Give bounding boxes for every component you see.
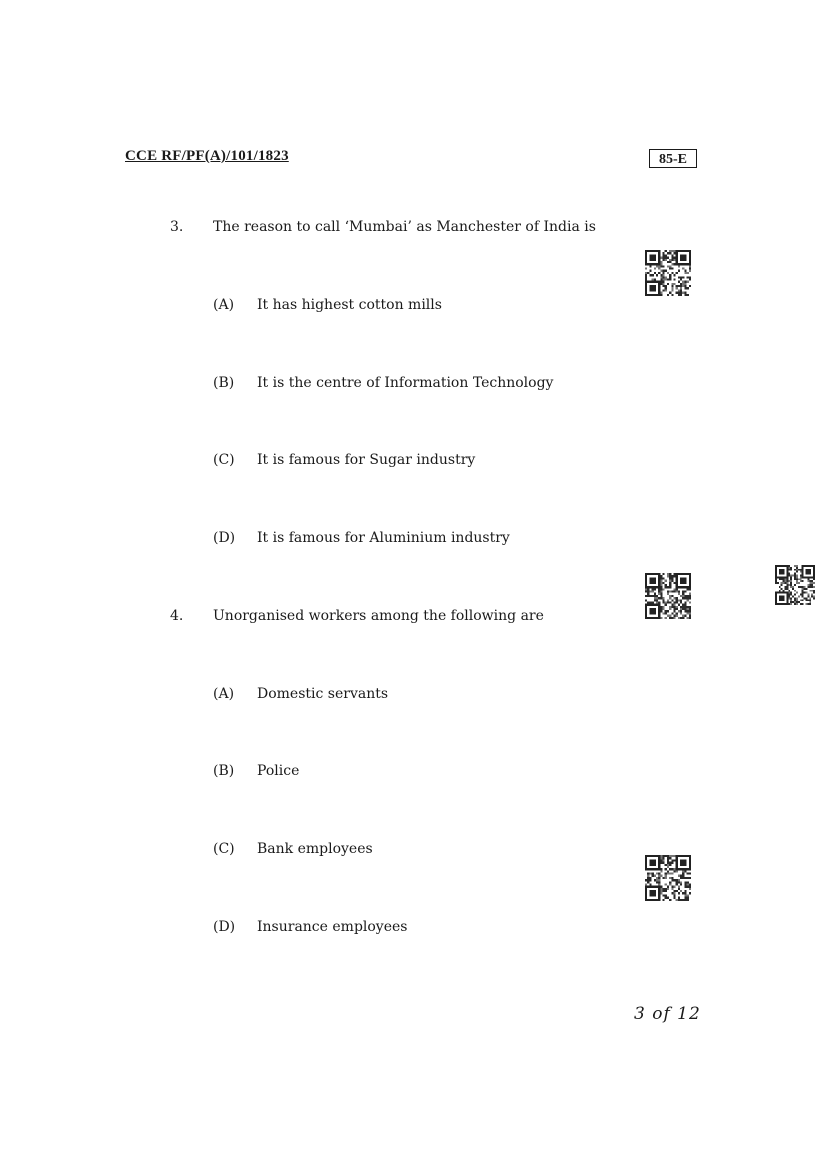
option-text: Insurance employees [257, 919, 408, 935]
option-letter: (D) [213, 919, 236, 935]
question-text: The reason to call ‘Mumbai’ as Manchester of India is [213, 219, 596, 235]
qr-code-icon [645, 855, 691, 901]
option-text: It has highest cotton mills [257, 297, 442, 313]
qr-code-icon [775, 565, 815, 605]
question-number: 4. [170, 608, 184, 624]
paper-code-box: 85-E [649, 149, 697, 168]
option-letter: (A) [213, 686, 235, 702]
option-letter: (B) [213, 375, 235, 391]
option-text: It is famous for Aluminium industry [257, 530, 510, 546]
option-letter: (D) [213, 530, 236, 546]
qr-code-icon [645, 250, 691, 296]
option-letter: (C) [213, 452, 235, 468]
question-number: 3. [170, 219, 184, 235]
option-text: Bank employees [257, 841, 373, 857]
header-code: CCE RF/PF(A)/101/1823 [125, 148, 289, 164]
question-text: Unorganised workers among the following are [213, 608, 544, 624]
option-letter: (B) [213, 763, 235, 779]
option-text: It is famous for Sugar industry [257, 452, 476, 468]
option-text: It is the centre of Information Technology [257, 375, 554, 391]
option-letter: (C) [213, 841, 235, 857]
option-letter: (A) [213, 297, 235, 313]
qr-code-icon [645, 573, 691, 619]
option-text: Domestic servants [257, 686, 389, 702]
option-text: Police [257, 763, 300, 779]
page-number: 3 of 12 [634, 1004, 701, 1024]
